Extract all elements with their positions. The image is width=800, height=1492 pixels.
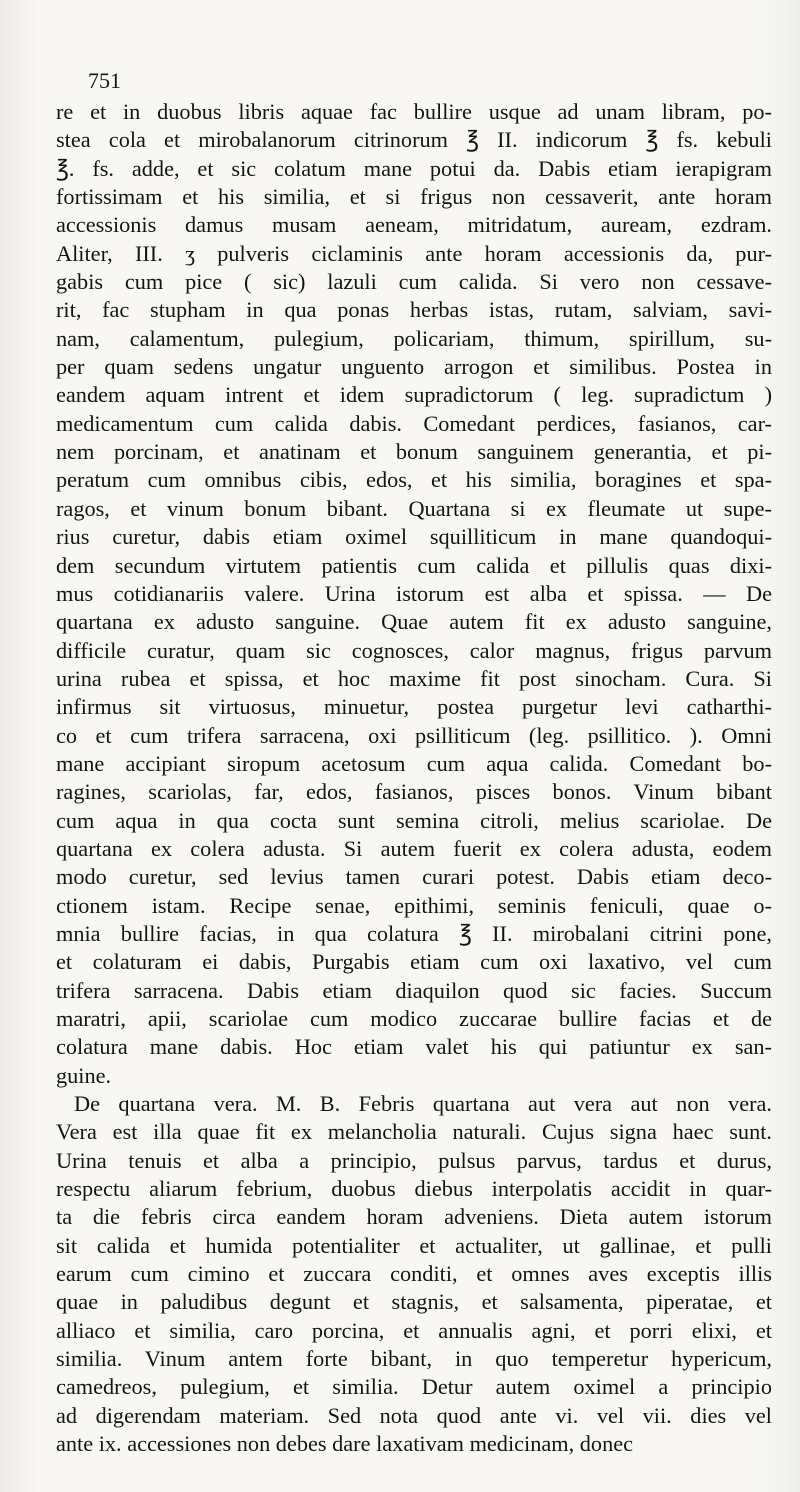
text-line: urina rubea et spissa, et hoc maxime fit post sinocham. Cura. Si xyxy=(56,665,772,691)
text-line: respectu aliarum febrium, duobus diebus interpolatis accidit in quar- xyxy=(56,1176,772,1202)
text-line: guine. xyxy=(56,1062,112,1088)
page-number: 751 xyxy=(88,68,121,93)
text-line: De quartana vera. M. B. Febris quartana aut vera aut non vera. xyxy=(74,1091,772,1117)
text-line: cum aqua in qua cocta sunt semina citroli, melius scariolae. De xyxy=(56,807,772,833)
text-line: nem porcinam, et anatinam et bonum sanguinem generantia, et pi- xyxy=(56,439,772,465)
text-line: alliaco et similia, caro porcina, et annualis agni, et porri elixi, et xyxy=(56,1317,772,1343)
text-line: accessionis damus musam aeneam, mitridatum, auream, ezdram. xyxy=(56,212,772,238)
text-line: ante ix. accessiones non debes dare laxativam medicinam, donec xyxy=(56,1431,634,1457)
text-line: maratri, apii, scariolae cum modico zuccarae bullire facias et de xyxy=(56,1006,772,1031)
text-line: trifera sarracena. Dabis etiam diaquilon quod sic facies. Succum xyxy=(56,977,772,1003)
text-line: gabis cum pice ( sic) lazuli cum calida. Si vero non cessave- xyxy=(56,269,772,295)
text-line: difficile curatur, quam sic cognosces, calor magnus, frigus parvum xyxy=(56,637,772,663)
text-line: fortissimam et his similia, et si frigus non cessaverit, ante horam xyxy=(56,184,772,210)
text-line: dem secundum virtutem patientis cum calida et pillulis quas dixi- xyxy=(56,552,772,578)
paragraph-1 xyxy=(56,98,772,1090)
text-line: peratum cum omnibus cibis, edos, et his similia, boragines et spa- xyxy=(56,467,772,493)
text-line: quartana ex colera adusta. Si autem fuerit ex colera adusta, eodem xyxy=(56,835,772,861)
text-line: earum cum cimino et zuccara conditi, et omnes aves exceptis illis xyxy=(56,1261,772,1287)
text-line: nam, calamentum, pulegium, policariam, thimum, spirillum, su- xyxy=(56,325,772,351)
text-line: eandem aquam intrent et idem supradictorum ( leg. supradictum ) xyxy=(56,382,772,408)
text-line: ragos, et vinum bonum bibant. Quartana si ex fleumate ut supe- xyxy=(56,495,772,521)
text-line: colatura mane dabis. Hoc etiam valet his qui patiuntur ex san- xyxy=(56,1034,772,1060)
text-line: co et cum trifera sarracena, oxi psilliticum (leg. psillitico. ). Omni xyxy=(56,722,772,748)
text-line: quartana ex adusto sanguine. Quae autem fit ex adusto sanguine, xyxy=(56,609,772,635)
text-line: rius curetur, dabis etiam oximel squilliticum in mane quandoqui- xyxy=(56,524,772,550)
text-body xyxy=(56,98,772,1459)
text-line: ctionem istam. Recipe senae, epithimi, seminis feniculi, quae o- xyxy=(56,892,772,918)
text-line: ragines, scariolas, far, edos, fasianos, pisces bonos. Vinum bibant xyxy=(56,779,772,805)
text-line: stea cola et mirobalanorum citrinorum ℥ II. indicorum ℥ fs. kebuli xyxy=(56,127,772,153)
text-line: modo curetur, sed levius tamen curari potest. Dabis etiam deco- xyxy=(56,864,772,890)
text-line: et colaturam ei dabis, Purgabis etiam cum oxi laxativo, vel cum xyxy=(56,949,772,975)
text-line: per quam sedens ungatur unguento arrogon et similibus. Postea in xyxy=(56,354,772,380)
text-line: quae in paludibus degunt et stagnis, et salsamenta, piperatae, et xyxy=(56,1289,772,1315)
text-line: sit calida et humida potentialiter et actualiter, ut gallinae, et pulli xyxy=(56,1232,772,1258)
text-line: camedreos, pulegium, et similia. Detur autem oximel a principio xyxy=(56,1374,772,1400)
text-line: Aliter, III. ʒ pulveris ciclaminis ante horam accessionis da, pur- xyxy=(56,240,772,266)
text-line: rit, fac stupham in qua ponas herbas istas, rutam, salviam, savi- xyxy=(56,297,772,323)
text-line: re et in duobus libris aquae fac bullire usque ad unam libram, po- xyxy=(56,99,772,124)
text-line: infirmus sit virtuosus, minuetur, postea purgetur levi catharthi- xyxy=(56,694,772,720)
text-line: medicamentum cum calida dabis. Comedant perdices, fasianos, car- xyxy=(56,410,772,436)
text-line: mus cotidianariis valere. Urina istorum est alba et spissa. — De xyxy=(56,580,772,606)
text-line: Urina tenuis et alba a principio, pulsus parvus, tardus et durus, xyxy=(56,1147,772,1173)
text-line: similia. Vinum antem forte bibant, in quo temperetur hypericum, xyxy=(56,1346,772,1372)
text-line: ad digerendam materiam. Sed nota quod ante vi. vel vii. dies vel xyxy=(56,1402,772,1428)
text-line: Vera est illa quae fit ex melancholia naturali. Cujus signa haec sunt. xyxy=(56,1119,772,1145)
text-line: mane accipiant siropum acetosum cum aqua calida. Comedant bo- xyxy=(56,750,772,776)
text-line: ta die febris circa eandem horam adveniens. Dieta autem istorum xyxy=(56,1204,772,1230)
paragraph-2 xyxy=(56,1090,772,1458)
text-line: ℥. fs. adde, et sic colatum mane potui da. Dabis etiam ierapigram xyxy=(56,155,772,181)
text-line: mnia bullire facias, in qua colatura ℥ II. mirobalani citrini pone, xyxy=(56,920,772,946)
